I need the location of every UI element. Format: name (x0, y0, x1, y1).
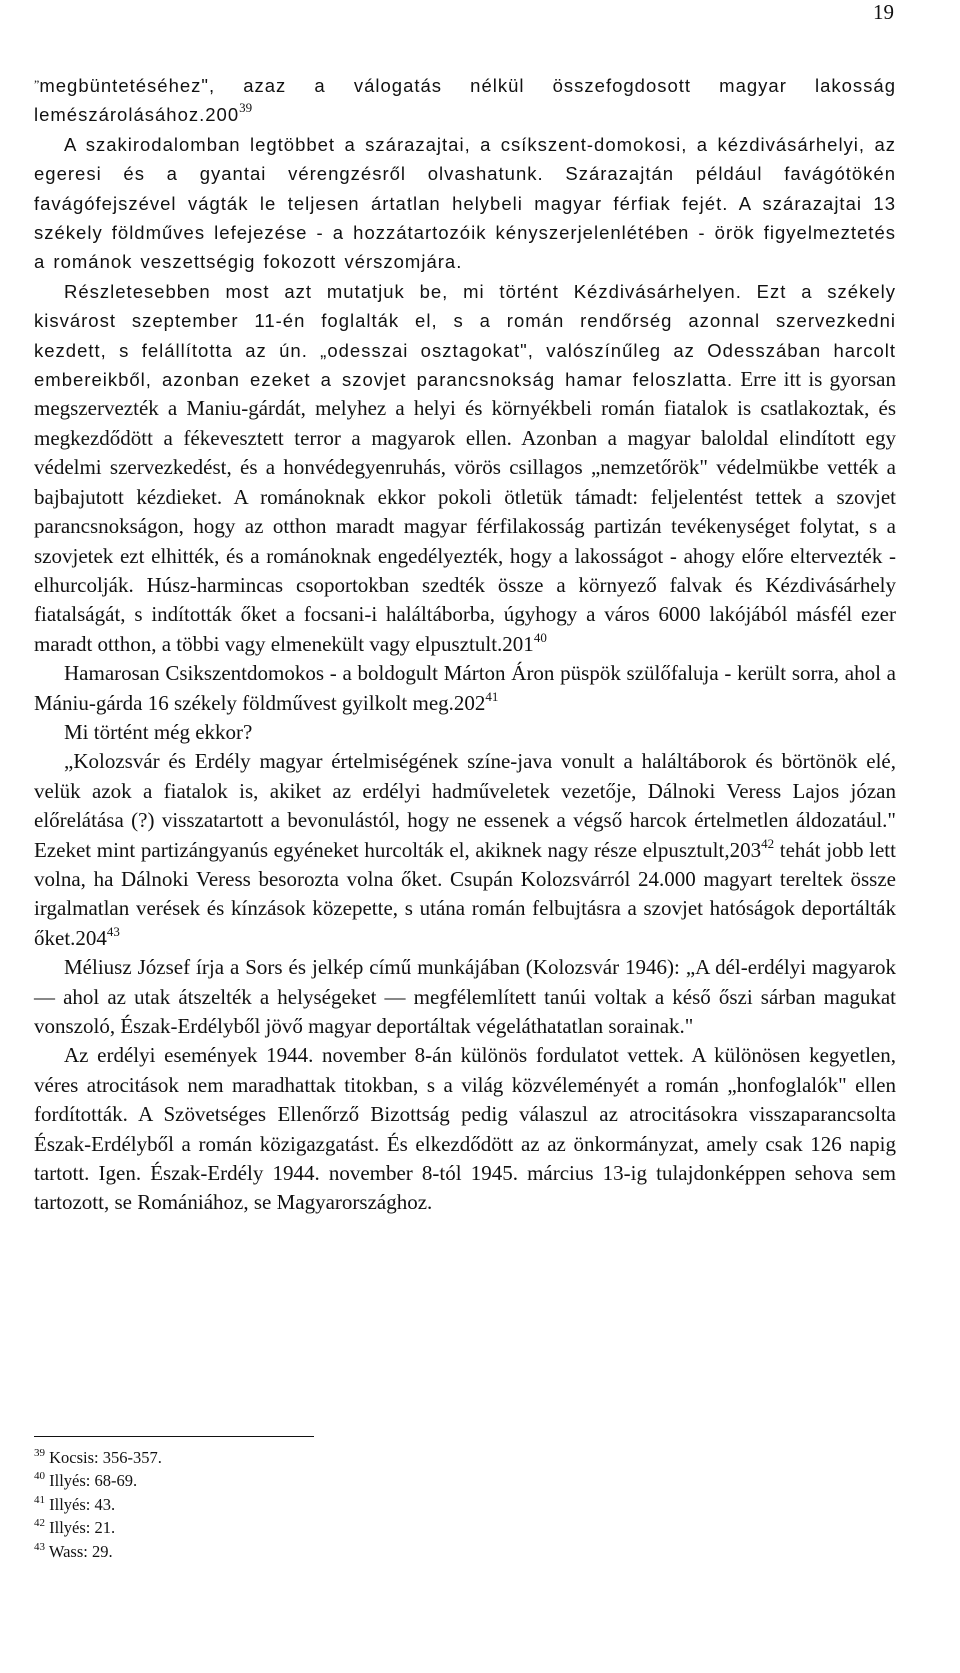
text-run: Hamarosan Csikszentdomokos - a boldogult Márton Áron püspök szülőfaluja - került sorra, ahol a Mániu-gárda 16 székely földművest gyilkolt meg.202 (34, 661, 896, 715)
text-run: Méliusz József írja a Sors és jelkép című munkájában (Kolozsvár 1946): „A dél-erdélyi magyarok — ahol az utak átszelték a helységeket — megfélemlített tanúi voltak a késő őszi sárban magukat vonszoló, Észak-Erdélyből jövő magyar deportáltak végeláthatatlan sorainak." (34, 955, 896, 1038)
text-run: ” (34, 77, 40, 91)
footnote (34, 1516, 162, 1539)
footnote-text: Illyés: 68-69. (49, 1471, 138, 1491)
paragraph (34, 277, 896, 659)
footnote-text: Kocsis: 356-357. (49, 1448, 162, 1467)
paragraph (34, 953, 896, 1041)
text-run: „Kolozsvár és Erdély magyar értelmiségének színe-java vonult a haláltáborok és börtönök elé, velük azok a fiatalok is, akiket az erdélyi hadműveletek vezetője, Dálnoki Veress Lajos józan előrelátása (?) visszatartott a bevonulástól, hogy ne essenek a végső harcok értelmetlen áldozatául." Ezeket mint partizángyanús egyéneket hurcolták el, akiknek nagy része elpusztult,203 (34, 749, 896, 862)
footnote-reference: 43 (106, 923, 120, 939)
footnote-reference: 39 (239, 100, 253, 116)
footnote-text: Illyés: 21. (49, 1518, 116, 1538)
footnote-number: 40 (34, 1470, 45, 1483)
paragraph (34, 747, 896, 953)
footnote-reference: 40 (533, 629, 547, 645)
page-number: 19 (873, 0, 894, 24)
footnote-reference: 42 (761, 835, 775, 851)
text-run: A szakirodalomban legtöbbet a szárazajtai, a csíkszent-domokosi, a kézdivásárhelyi, az egeresi és a gyantai vérengzésről olvashatunk. Szárazajtán például favágótökén favágófejszével vágták le teljesen ártatlan helybeli magyar férfiak fejét. A szárazajtai 13 székely földműves lefejezése - a hozzátartozóik kényszerjelenlétében - örök figyelmeztetés a románok veszettségig fokozott vérszomjára. (34, 133, 896, 273)
text-run: Az erdélyi események 1944. november 8-án különös fordulatot vettek. A különösen kegyetlen, véres atrocitások nem maradhattak titokban, s a világ közvéleményét a román „honfoglalók" ellen fordították. A Szövetséges Ellenőrző Bizottság pedig válaszul az atrocitásokra visszaparancsolta Észak-Erdélyből a román közigazgatást. És elkezdődött az az önkormányzat, amely csak 126 napig tartott. Igen. Észak-Erdély 1944. november 8-tól 1945. március 13-ig tulajdonképpen sehova sem tartozott, se Romániához, se Magyarországhoz. (34, 1043, 896, 1215)
footnote-number: 43 (34, 1540, 45, 1553)
paragraph (34, 1041, 896, 1217)
text-run: Részletesebben most azt mutatjuk be, mi történt Kézdivásárhelyen. Ezt a székely kisvárost szeptember 11-én foglalták el, s a román rendőrség azonnal szervezkedni kezdett, s felállította az ún. „odesszai osztagokat", valószínűleg az Odesszában harcolt embereikből, azonban ezeket a szovjet parancsnokság hamar feloszlatta. (34, 280, 896, 391)
footnote-text: Illyés: 43. (49, 1494, 116, 1514)
text-run: Erre itt is gyorsan megszervezték a Maniu-gárdát, melyhez a helyi és környékbeli román fiatalok is csatlakoztak, és megkezdődött a fékevesztett terror a magyarok ellen. Azonban a magyar baloldal elindított egy védelmi szervezkedést, és a honvédegyenruhás, vörös csillagos „nemzetőrök" védelmükbe vették a bajbajutott kézdieket. A románoknak ekkor pokoli ötletük támadt: feljelentést tettek a szovjet parancsnokságon, hogy az otthon maradt magyar férfilakosság partizán tevékenységet folytat, s a szovjetek ezt elhitték, és a románoknak engedélyezték, hogy a lakosságot - ahogy előre eltervezték - elhurcolják. Húsz-harmincas csoportokban szedték össze a környező falvak és Kézdivásárhely fiatalságát, s indították őket a focsani-i haláltáborba, úgyhogy a város 6000 lakójából másfél ezer maradt otthon, a többi vagy elmenekült vagy elpusztult.201 (34, 367, 897, 656)
footnotes (34, 1446, 162, 1563)
paragraph (34, 718, 896, 747)
footnote (34, 1446, 162, 1469)
text-run: Mi történt még ekkor? (64, 719, 253, 744)
footnote-text: Wass: 29. (48, 1541, 113, 1561)
text-run: megbüntetéséhez", azaz a válogatás nélkül összefogdosott magyar lakosság lemészárolásához.200 (34, 75, 896, 126)
footnote (34, 1469, 162, 1492)
footnote-number: 41 (34, 1493, 45, 1506)
footnote-number: 39 (34, 1447, 45, 1459)
paragraph (34, 659, 896, 718)
paragraph (34, 70, 896, 130)
footnote-number: 42 (34, 1517, 45, 1530)
footnote-divider (34, 1436, 314, 1437)
paragraph (34, 130, 896, 277)
footnote-reference: 41 (485, 688, 499, 704)
footnote (34, 1540, 162, 1563)
body-text (34, 70, 896, 1218)
footnote (34, 1493, 162, 1516)
text-run: tehát jobb lett volna, ha Dálnoki Veress besorozta volna őket. Csupán Kolozsvárról 24.000 magyart tereltek össze irgalmatlan verések és kínzások közepette, s utána román felbujtásra a szovjet hatóságok deportálták őket.204 (34, 837, 896, 950)
